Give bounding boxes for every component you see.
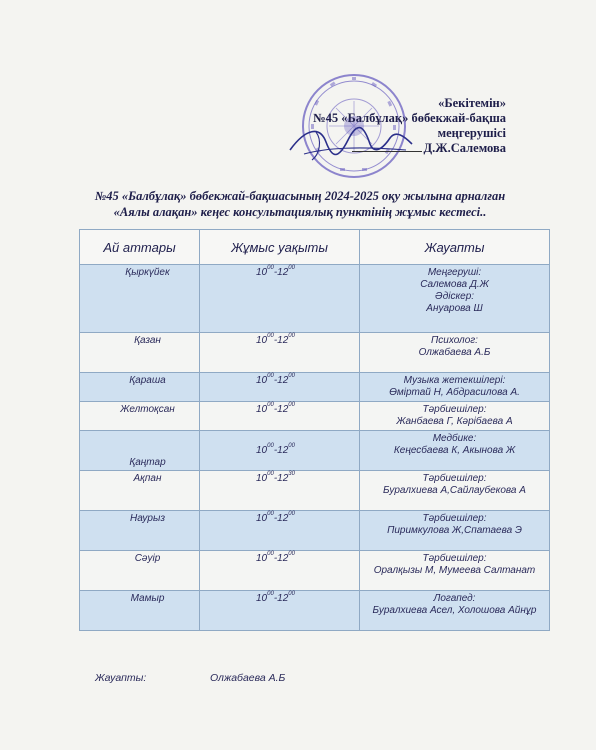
- responsible-cell: [360, 373, 550, 402]
- header-work-time: Жұмыс уақыты: [200, 230, 360, 265]
- responsible-names: Буралхиева А,Сайлаубекова А: [383, 485, 526, 496]
- month-cell: Қазан: [80, 333, 200, 373]
- time-cell: [200, 402, 360, 431]
- responsible-cell: [360, 431, 550, 471]
- time-end-hour: -12: [273, 335, 289, 346]
- responsible-names: Буралхиева Асел, Холошова Айнұр: [372, 605, 537, 616]
- approval-signatory: [270, 141, 506, 156]
- responsible-role: Тәрбиешілер:: [422, 553, 487, 564]
- schedule-table: [79, 229, 550, 631]
- time-end-minutes: 00: [288, 402, 295, 408]
- document-title: [40, 188, 560, 220]
- time-start-minutes: 00: [267, 373, 274, 379]
- signature-line: [352, 151, 422, 152]
- time-cell: [200, 333, 360, 373]
- time-end-hour: -12: [273, 445, 289, 456]
- month-cell: Сәуір: [80, 551, 200, 591]
- time-cell: [200, 265, 360, 333]
- time-start-hour: 10: [256, 553, 268, 564]
- time-end-minutes: 00: [288, 373, 295, 379]
- time-end-hour: -12: [273, 404, 289, 415]
- time-end-minutes: 00: [288, 591, 295, 597]
- responsible-cell: [360, 511, 550, 551]
- approval-name: Д.Ж.Салемова: [423, 141, 506, 155]
- responsible-cell: [360, 551, 550, 591]
- approval-organization: №45 «Балбұлақ» бөбекжай-бақша: [313, 111, 506, 125]
- responsible-names: Өміртай Н, Абдрасилова А.: [389, 387, 520, 398]
- month-cell: Мамыр: [80, 591, 200, 631]
- time-start-minutes: 00: [267, 265, 274, 271]
- month-cell: Желтоқсан: [80, 402, 200, 431]
- time-start-hour: 10: [256, 593, 268, 604]
- time-end-hour: -12: [273, 553, 289, 564]
- responsible-role: Психолог:: [431, 335, 478, 346]
- responsible-names: Олжабаева А.Б: [418, 347, 491, 358]
- time-start-minutes: 00: [267, 402, 274, 408]
- responsible-names: Кеңесбаева К, Акынова Ж: [393, 445, 516, 456]
- month-cell: Қараша: [80, 373, 200, 402]
- time-cell: [200, 591, 360, 631]
- responsible-role: Меңгеруші:: [427, 267, 482, 278]
- table-row: [80, 265, 550, 333]
- time-start-minutes: 00: [267, 511, 274, 517]
- responsible-role: Медбике:: [432, 433, 477, 444]
- table-row: [80, 471, 550, 511]
- table-row: [80, 511, 550, 551]
- table-row: [80, 431, 550, 471]
- responsible-names: Пиримкулова Ж,Спатаева Э: [387, 525, 522, 536]
- time-end-hour: -12: [273, 593, 289, 604]
- time-end-hour: -12: [273, 473, 289, 484]
- month-cell: Ақпан: [80, 471, 200, 511]
- schedule-table-body: [80, 265, 550, 631]
- time-cell: [200, 551, 360, 591]
- time-end-hour: -12: [273, 513, 289, 524]
- time-start-hour: 10: [256, 267, 268, 278]
- time-cell: [200, 431, 360, 471]
- footer-label: Жауапты:: [95, 672, 147, 684]
- responsible-names: Оралқызы М, Мумеева Салтанат: [373, 565, 536, 576]
- time-start-hour: 10: [256, 404, 268, 415]
- table-row: [80, 551, 550, 591]
- time-end-minutes: 00: [288, 265, 295, 271]
- time-start-hour: 10: [256, 473, 268, 484]
- time-end-minutes: 00: [288, 333, 295, 339]
- time-start-hour: 10: [256, 513, 268, 524]
- responsible-cell: [360, 333, 550, 373]
- responsible-role: Әдіскер:: [434, 291, 475, 302]
- time-start-hour: 10: [256, 445, 268, 456]
- approval-block: [270, 96, 506, 156]
- time-end-minutes: 00: [288, 511, 295, 517]
- responsible-cell: [360, 265, 550, 333]
- table-row: [80, 591, 550, 631]
- approval-heading: «Бекітемін»: [438, 96, 506, 110]
- responsible-names: Салемова Д.Ж: [420, 279, 489, 290]
- table-row: [80, 333, 550, 373]
- responsible-role: Тәрбиешілер:: [422, 404, 487, 415]
- responsible-role: Музыка жетекшілері:: [403, 375, 506, 386]
- time-end-minutes: 00: [288, 551, 295, 557]
- month-cell: Қыркүйек: [80, 265, 200, 333]
- time-end-hour: -12: [273, 375, 289, 386]
- responsible-cell: [360, 591, 550, 631]
- time-cell: [200, 471, 360, 511]
- responsible-role: Тәрбиешілер:: [422, 513, 487, 524]
- document-title-line-1: №45 «Балбұлақ» бөбекжай-бақшасының 2024-2025 оқу жылына арналған: [94, 189, 506, 203]
- time-end-hour: -12: [273, 267, 289, 278]
- table-row: [80, 402, 550, 431]
- time-end-minutes: 30: [288, 471, 295, 477]
- responsible-cell: [360, 402, 550, 431]
- time-cell: [200, 373, 360, 402]
- time-start-hour: 10: [256, 335, 268, 346]
- month-cell: Наурыз: [80, 511, 200, 551]
- responsible-cell: [360, 471, 550, 511]
- time-start-minutes: 00: [267, 471, 274, 477]
- table-row: [80, 373, 550, 402]
- responsible-names: Ануарова Ш: [426, 303, 483, 314]
- time-start-minutes: 00: [267, 443, 274, 449]
- time-start-minutes: 00: [267, 551, 274, 557]
- time-cell: [200, 511, 360, 551]
- time-start-hour: 10: [256, 375, 268, 386]
- time-end-minutes: 00: [288, 443, 295, 449]
- document-title-line-2: «Аялы алақан» кеңес консультациялық пунктінің жұмыс кестесі..: [113, 205, 487, 219]
- responsible-names: Жанбаева Г, Кәрібаева А: [396, 416, 513, 427]
- footer-value: Олжабаева А.Б: [210, 672, 286, 684]
- header-responsible: Жауапты: [360, 230, 550, 265]
- responsible-role: Тәрбиешілер:: [422, 473, 487, 484]
- month-cell: Қаңтар: [80, 431, 200, 471]
- time-start-minutes: 00: [267, 333, 274, 339]
- approval-position: меңгерушісі: [437, 126, 506, 140]
- table-header-row: [80, 230, 550, 265]
- header-months: Ай аттары: [80, 230, 200, 265]
- time-start-minutes: 00: [267, 591, 274, 597]
- responsible-role: Логапед:: [433, 593, 476, 604]
